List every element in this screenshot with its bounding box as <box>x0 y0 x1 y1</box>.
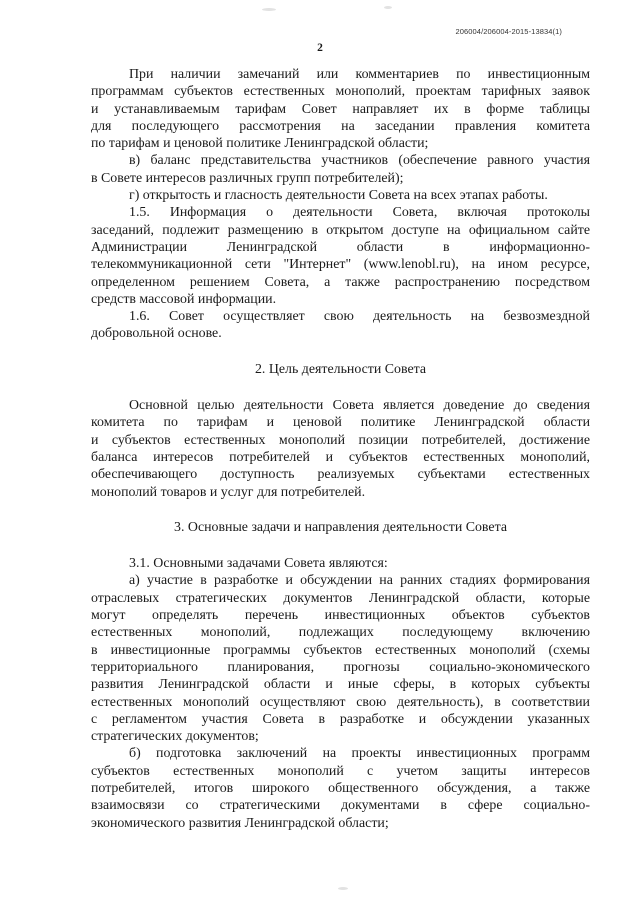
document-id: 206004/206004-2015-13834(1) <box>455 27 562 36</box>
text-line: в) баланс представительства участников (обеспечение равного участия <box>129 153 590 169</box>
text-line: естественных монополий, подлежащих последующему включению <box>91 625 590 641</box>
text-line: могут определять перечень инвестиционных объектов субъектов <box>91 608 590 624</box>
page-number: 2 <box>317 42 323 54</box>
text-line: развития Ленинградской области и иные сферы, в которых субъекты <box>91 677 590 693</box>
text-line: а) участие в разработке и обсуждении на ранних стадиях формирования <box>129 573 590 589</box>
text-line: При наличии замечаний или комментариев по инвестиционным <box>129 67 590 82</box>
text-line: монополий товаров и услуг для потребителей. <box>91 484 366 500</box>
text-line: заседаний, подлежит размещению в открытом доступе на официальном сайте <box>91 222 590 238</box>
text-line: и субъектов естественных монополий позиции потребителей, достижение <box>91 432 590 448</box>
section-heading-2: 2. Цель деятельности Совета <box>254 361 427 377</box>
text-line: телекоммуникационной сети "Интернет" (www.lenobl.ru), на ином ресурсе, <box>91 257 590 273</box>
text-line: экономического развития Ленинградской области; <box>91 815 389 831</box>
text-line: субъектов естественных монополий с учетом защиты интересов <box>91 763 590 779</box>
text-line: территориального планирования, прогнозы социально-экономического <box>91 659 590 675</box>
text-line: и устанавливаемым тарифам Совет направляет их в форме таблицы <box>91 101 590 117</box>
text-line: в инвестиционные программы субъектов естественных монополий (схемы <box>91 642 590 658</box>
text-line: б) подготовка заключений на проекты инвестиционных программ <box>129 746 590 762</box>
text-line: 3.1. Основными задачами Совета являются: <box>129 556 388 572</box>
text-line: 1.5. Информация о деятельности Совета, включая протоколы <box>129 205 590 221</box>
text-line: добровольной основе. <box>91 326 222 342</box>
text-line: Основной целью деятельности Совета является доведение до сведения <box>129 398 590 414</box>
text-line: по тарифам и ценовой политике Ленинградской области; <box>91 136 429 152</box>
text-line: г) открытость и гласность деятельности Совета на всех этапах работы. <box>129 188 548 204</box>
text-line: стратегических документов; <box>91 729 259 745</box>
text-line: средств массовой информации. <box>91 291 277 307</box>
text-line: естественных монополий осуществляют свою деятельность), в соответствии <box>91 694 590 710</box>
text-line: отраслевых стратегических документов Ленинградской области, которые <box>91 590 590 606</box>
document-body <box>91 66 590 832</box>
text-line: комитета по тарифам и ценовой политике Ленинградской области <box>91 415 590 431</box>
scan-smudge <box>338 887 348 890</box>
text-line: определенном решением Совета, а также распространению посредством <box>91 274 590 290</box>
text-line: обеспечивающего доступность реализуемых субъектами естественных <box>91 467 590 483</box>
section-heading-3: 3. Основные задачи и направления деятельности Совета <box>174 519 507 535</box>
scan-smudge <box>262 8 276 11</box>
text-line: с регламентом участия Совета в разработке и обсуждении указанных <box>91 711 590 727</box>
text-line: 1.6. Совет осуществляет свою деятельность на безвозмездной <box>129 309 590 325</box>
text-line: в Совете интересов различных групп потребителей); <box>91 170 404 186</box>
text-line: Администрации Ленинградской области в информационно- <box>91 239 590 255</box>
text-line: для последующего рассмотрения на заседании правления комитета <box>91 118 590 134</box>
text-line: потребителей, итогов широкого общественного обсуждения, а также <box>91 780 590 796</box>
text-line: баланса интересов потребителей и субъектов естественных монополий, <box>91 449 590 465</box>
text-line: взаимосвязи со стратегическими документами в сфере социально- <box>91 798 590 814</box>
scan-smudge <box>384 6 392 9</box>
text-line: программам субъектов естественных монополий, проектам тарифных заявок <box>91 84 590 100</box>
